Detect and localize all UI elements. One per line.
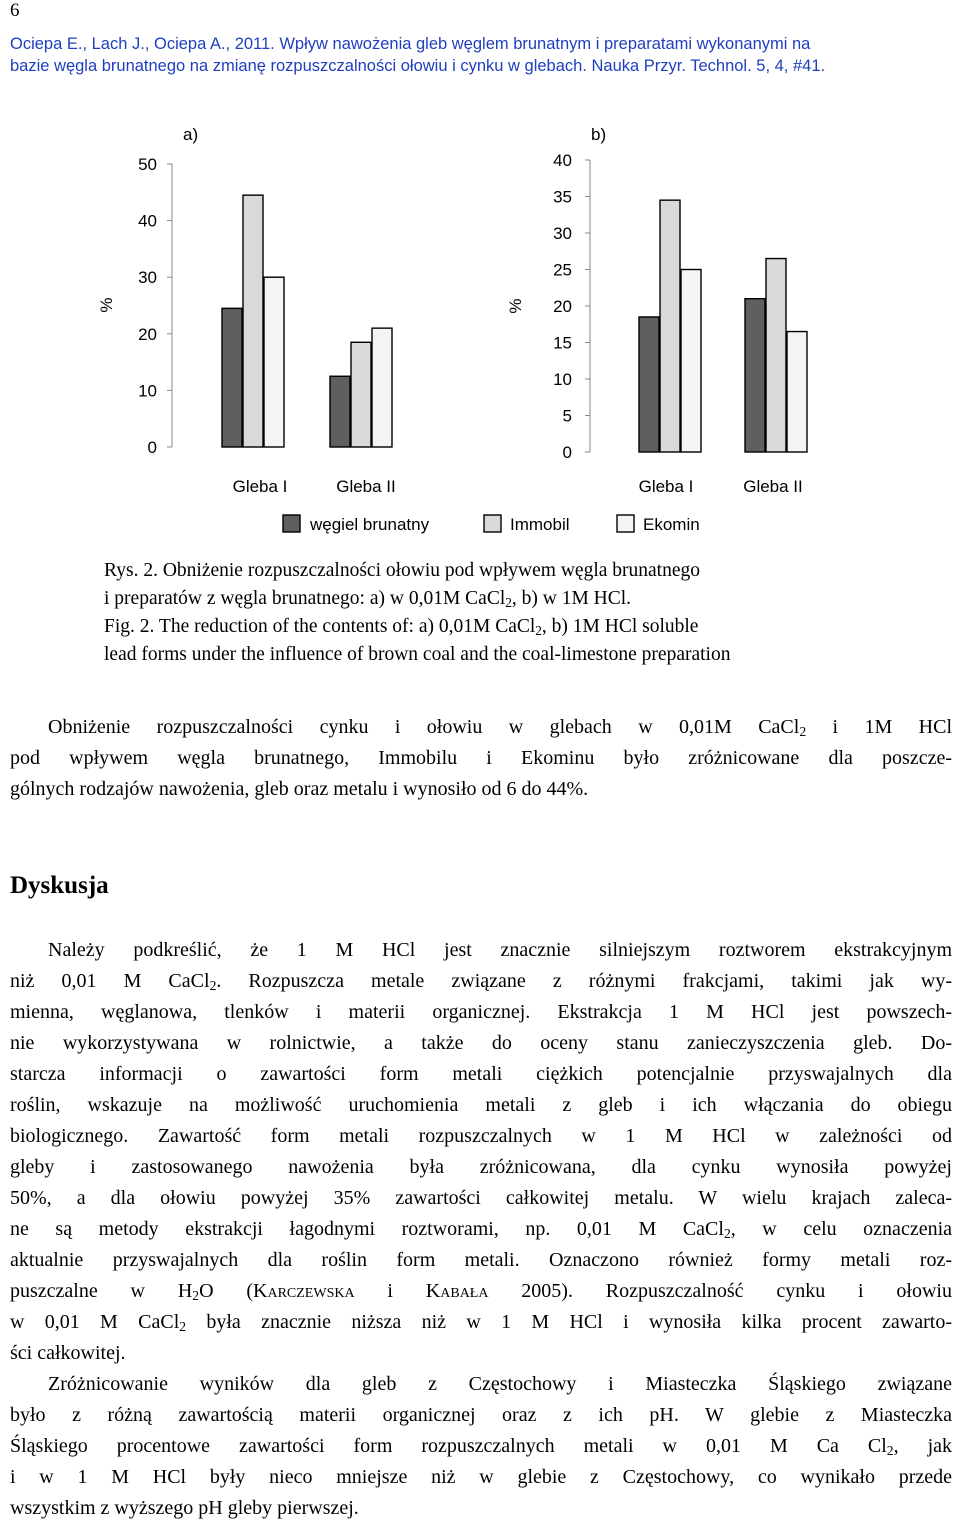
chart-b-bar: [639, 317, 659, 452]
chart-a-y-tick-label: 30: [138, 268, 157, 288]
chart-b-y-tick-label: 10: [553, 370, 572, 389]
figure-2: [0, 110, 960, 555]
chart-a-bar: [222, 308, 242, 447]
paragraph-line: Obniżenie rozpuszczalności cynku i ołowiu w glebach w 0,01M CaCl$_2$ i 1M HCl: [48, 716, 952, 739]
paragraph-line: i w 1 M HCl były nieco mniejsze niż w glebie z Częstochowy, co wynikało przede: [10, 1466, 952, 1488]
chart-b-panel-label: b): [591, 125, 607, 144]
paragraph-line: pod wpływem węgla brunatnego, Immobilu i Ekominu było zróżnicowane dla poszcze-: [10, 747, 952, 769]
chart-a-bar: [243, 195, 263, 447]
chart-b-y-tick-label: 0: [562, 443, 572, 462]
chart-b-y-axis-label: %: [506, 298, 525, 314]
paragraph-line: puszczalne w $H_2O$ (Karczewska i Kabała 2005). Rozpuszczalność cynku i ołowiu: [10, 1280, 952, 1303]
chart-b-y-tick-label: 40: [553, 151, 572, 170]
chart-a-bar: [351, 342, 371, 447]
chart-a-bar: [264, 277, 284, 447]
paragraph-line: 50%, a dla ołowiu powyżej 35% zawartości całkowitej metalu. W wielu krajach zaleca-: [10, 1187, 952, 1209]
paragraph-line: gleby i zastosowanego nawożenia była zróżnicowana, dla cynku wynosiła powyżej: [10, 1156, 952, 1178]
caption-pl-line-2: i preparatów z węgla brunatnego: a) w 0,01M CaCl$_2$, b) w 1M HCl.: [104, 588, 632, 610]
figure-svg: [0, 110, 960, 550]
paragraph-line: Należy podkreślić, że 1 M HCl jest znacznie silniejszym roztworem ekstrakcyjnym: [48, 939, 952, 961]
chart-b-bar: [766, 259, 786, 452]
chart-a-y-tick-label: 20: [138, 324, 157, 344]
paragraph-line: ści całkowitej.: [10, 1342, 126, 1364]
legend-swatch: [484, 515, 501, 532]
paragraph-line: starcza informacji o zawartości form metali ciężkich potencjalnie przyswajalnych dla: [10, 1063, 952, 1085]
chart-a-bar: [330, 376, 350, 447]
chart-a-bar: [372, 328, 392, 447]
legend-label: węgiel brunatny: [310, 515, 430, 534]
caption-pl-line-1: Rys. 2. Obniżenie rozpuszczalności ołowiu pod wpływem węgla brunatnego: [104, 560, 700, 581]
paragraph-line: Zróżnicowanie wyników dla gleb z Częstochowy i Miasteczka Śląskiego związane: [48, 1373, 952, 1395]
chart-b-y-tick-label: 5: [562, 406, 572, 426]
paragraph-line: ne są metody ekstrakcji łagodnymi roztworami, np. 0,01 M CaCl$_2$, w celu oznaczenia: [10, 1218, 953, 1241]
chart-b-y-tick-label: 35: [553, 187, 572, 207]
legend-label: Ekomin: [643, 515, 700, 534]
chart-b-category-label: Gleba II: [743, 477, 803, 496]
chart-b-y-tick-label: 25: [553, 260, 572, 280]
chart-b-y-tick-label: 20: [553, 297, 572, 316]
citation-header: [10, 33, 955, 77]
citation-line-2: bazie węgla brunatnego na zmianę rozpuszczalności ołowiu i cynku w glebach. Nauka Przyr. Technol. 5, 4, #41.: [10, 57, 826, 75]
chart-a-y-tick-label: 10: [138, 381, 157, 401]
section-heading: Dyskusja: [10, 872, 109, 899]
citation-line-1: Ociepa E., Lach J., Ociepa A., 2011. Wpływ nawożenia gleb węglem brunatnym i preparatami wykonanymi na: [10, 35, 811, 53]
chart-b-bar: [660, 200, 680, 452]
caption-en-line-2: lead forms under the influence of brown coal and the coal-limestone preparation: [104, 644, 731, 665]
paragraph-line: biologicznego. Zawartość form metali rozpuszczalnych w 1 M HCl w zależności od: [10, 1125, 952, 1147]
page-number: 6: [10, 0, 20, 21]
chart-b-bar: [787, 332, 807, 452]
paragraph-discussion: [10, 935, 952, 1524]
paragraph-results: [10, 712, 952, 805]
chart-b-y-tick-label: 15: [553, 333, 572, 353]
legend-swatch: [283, 515, 300, 532]
paragraph-line: gólnych rodzajów nawożenia, gleb oraz metalu i wynosiło od 6 do 44%.: [10, 778, 589, 800]
chart-a-category-label: Gleba II: [336, 477, 396, 496]
paragraph-line: mienna, węglanowa, tlenków i materii organicznej. Ekstrakcja 1 M HCl jest powszech-: [10, 1001, 952, 1023]
paragraph-line: roślin, wskazuje na możliwość uruchomienia metali z gleb i ich włączania do obiegu: [10, 1094, 952, 1116]
chart-a-panel-label: a): [183, 125, 199, 144]
caption-en-line-1: Fig. 2. The reduction of the contents of: a) 0,01M CaCl$_2$, b) 1M HCl soluble: [104, 616, 699, 638]
paragraph-line: wszystkim z wyższego pH gleby pierwszej.: [10, 1497, 359, 1519]
paragraph-line: Śląskiego procentowe zawartości form rozpuszczalnych metali w 0,01 M Ca $Cl_2$, jak: [10, 1435, 953, 1458]
chart-b-category-label: Gleba I: [638, 477, 694, 496]
chart-b-bar: [745, 299, 765, 452]
chart-a-category-label: Gleba I: [232, 477, 288, 496]
figure-caption: [104, 557, 864, 669]
paragraph-line: było z różną zawartością materii organicznej oraz z ich pH. W glebie z Miasteczka: [10, 1404, 952, 1426]
paragraph-line: niż 0,01 M CaCl$_2$. Rozpuszcza metale związane z różnymi frakcjami, takimi jak wy-: [10, 970, 952, 993]
chart-a-y-tick-label: 0: [147, 438, 157, 457]
chart-a-y-tick-label: 40: [138, 211, 157, 231]
chart-a-y-tick-label: 50: [138, 155, 157, 174]
legend-label: Immobil: [510, 515, 570, 534]
chart-b-bar: [681, 270, 701, 453]
paragraph-line: w 0,01 M CaCl$_2$ była znacznie niższa niż w 1 M HCl i wynosiła kilka procent zawarto-: [10, 1311, 953, 1334]
chart-b-y-tick-label: 30: [553, 224, 572, 243]
paragraph-line: nie wykorzystywana w rolnictwie, a także do oceny stanu zanieczyszczenia gleb. Do-: [10, 1032, 952, 1054]
chart-a-y-axis-label: %: [97, 297, 116, 313]
legend-swatch: [617, 515, 634, 532]
paragraph-line: aktualnie przyswajalnych dla roślin form metali. Oznaczono również formy metali roz-: [10, 1249, 952, 1271]
